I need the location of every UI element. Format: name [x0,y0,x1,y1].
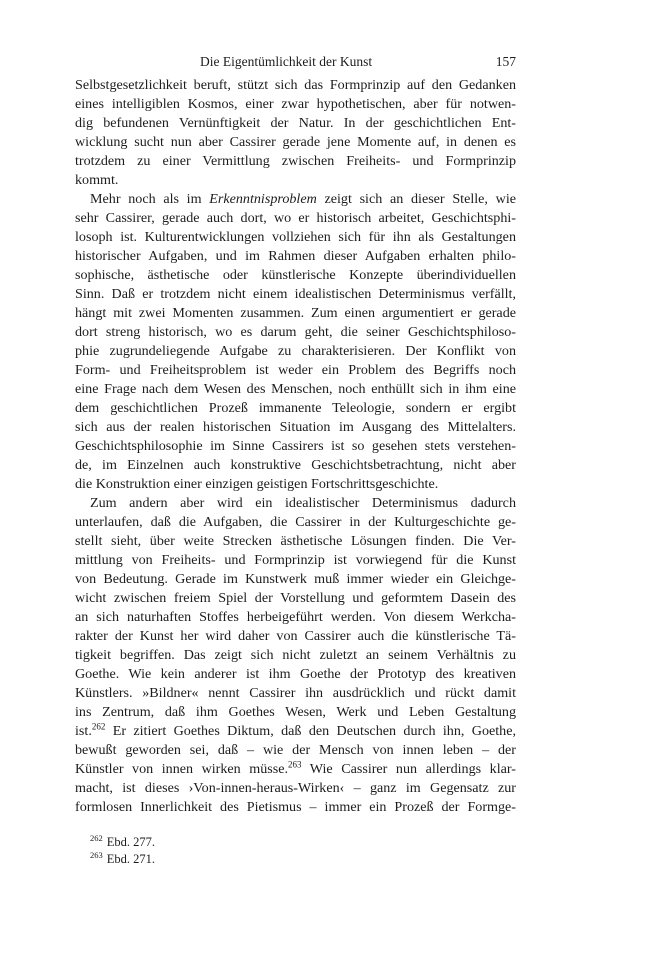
text-line [75,418,516,437]
footnote-reference[interactable]: 263 [287,759,302,770]
text-line [75,171,516,190]
text-segment: unterlaufen, daß die Aufgaben, die Cassirer in der Kulturgeschichte ge- [75,514,516,530]
text-segment: wicklung sucht nun aber Cassirer gerade jene Momente auf, in denen es [75,134,516,150]
text-segment: macht, ist dieses ›Von-innen-heraus-Wirken‹ – ganz im Gegensatz zur [75,780,516,796]
text-segment: bewußt geworden sei, daß – wie der Mensch von innen leben – der [75,742,516,758]
running-title: Die Eigentümlichkeit der Kunst [200,54,373,69]
text-line [75,589,516,608]
text-segment: Mehr noch als im [90,191,210,207]
text-line [75,627,516,646]
text-line [75,361,516,380]
text-line [75,494,516,513]
text-segment: losoph ist. Kulturentwicklungen vollziehen sich für ihn als Gestaltungen [75,229,516,245]
text-segment: an sich naturhaften Stoffes herbeigeführt werden. Von diesem Werkcha- [75,609,516,625]
text-segment: stellt sieht, über weite Strecken ästhetische Lösungen finden. Die Ver- [75,533,516,549]
italic-title: Erkenntnisproblem [209,191,317,207]
text-line [75,437,516,456]
text-segment: ins Zentrum, daß ihm Goethes Wesen, Werk und Leben Gestaltung [75,704,516,720]
text-segment: sophische, ästhetische oder künstlerische Konzepte überindividuellen [75,267,516,283]
text-line [75,475,516,494]
text-line [75,76,516,95]
text-segment: Wie Cassirer nun allerdings klar- [301,761,516,777]
text-segment: rakter der Kunst her wird daher von Cassirer auch die künstlerische Tä- [75,628,516,644]
text-line [75,209,516,228]
text-segment: zeigt sich an dieser Stelle, wie [316,191,516,207]
footnote-number: 262 [90,832,103,843]
text-segment: sich aus der realen historischen Situation im Ausgang des Mittelalters. [75,419,516,435]
text-segment: eine Frage nach dem Wesen des Menschen, noch enthüllt sich in ihm eine [75,381,516,397]
footnote-text: Ebd. 277. [106,835,156,849]
body-text [75,76,516,817]
text-line [75,342,516,361]
text-segment: de, im Einzelnen auch konstruktive Geschichtsbetrachtung, nicht aber [75,457,516,473]
text-segment: tigkeit begriffen. Das zeigt sich nicht zuletzt an seinem Verhältnis zu [75,647,516,663]
text-line [75,456,516,475]
text-segment: phie zugrundeliegende Aufgabe zu charakterisieren. Der Konflikt von [75,343,516,359]
text-line [75,608,516,627]
text-line [75,665,516,684]
text-line [75,304,516,323]
text-segment: Er zitiert Goethes Diktum, daß den Deutschen durch ihn, Goethe, [105,723,516,739]
text-segment: formlosen Innerlichkeit des Pietismus – immer ein Prozeß der Formge- [75,799,516,815]
text-line [75,228,516,247]
text-line [75,703,516,722]
text-segment: Künstlers. »Bildner« nennt Cassirer ihn ausdrücklich und rückt damit [75,685,516,701]
text-segment: eines intelligiblen Kosmos, einer zwar hypothetischen, aber für notwen- [75,96,516,112]
running-head [0,54,516,74]
text-segment: Goethe. Wie kein anderer ist ihm Goethe der Prototyp des kreativen [75,666,516,682]
text-segment: Sinn. Daß er trotzdem nicht einem idealistischen Determinismus verfällt, [75,286,516,302]
footnotes [90,834,155,868]
text-segment: ist. [75,723,92,739]
text-line [75,532,516,551]
text-segment: trotzdem zu einer Vermittlung zwischen Freiheits- und Formprinzip [75,153,516,169]
text-line [75,190,516,209]
text-segment: hängt mit zwei Momenten zusammen. Zum einen argumentiert er gerade [75,305,516,321]
text-line [75,551,516,570]
text-segment: Zum andern aber wird ein idealistischer Determinismus dadurch [90,495,516,511]
footnote-reference[interactable]: 262 [91,721,106,732]
text-segment: Selbstgesetzlichkeit beruft, stützt sich das Formprinzip auf den Gedanken [75,77,516,93]
text-segment: kommt. [75,172,119,188]
text-segment: Geschichtsphilosophie im Sinne Cassirers ist so gesehen stets verstehen- [75,438,516,454]
text-line [75,646,516,665]
text-line [75,684,516,703]
text-line [75,399,516,418]
text-segment: wicht zwischen freiem Spiel der Vorstellung und geformtem Dasein des [75,590,516,606]
text-line [75,380,516,399]
text-line [75,285,516,304]
text-segment: dem geschichtlichen Prozeß immanente Teleologie, sondern er ergibt [75,400,516,416]
text-line [75,570,516,589]
text-line [75,266,516,285]
text-line [75,114,516,133]
text-line [75,760,516,779]
text-line [75,323,516,342]
text-segment: historischer Aufgaben, und im Rahmen dieser Aufgaben erhalten philo- [75,248,516,264]
text-line [75,513,516,532]
text-line [75,152,516,171]
page-number: 157 [495,54,516,69]
text-line [75,798,516,817]
text-segment: die Konstruktion einer einzigen geistigen Fortschrittsgeschichte. [75,476,439,492]
text-line [75,95,516,114]
footnote [90,851,155,868]
text-line [75,741,516,760]
footnote-number: 263 [90,849,103,860]
text-line [75,247,516,266]
text-segment: Künstler von innen wirken müsse. [75,761,288,777]
text-segment: Form- und Freiheitsproblem ist weder ein Problem des Begriffs noch [75,362,516,378]
text-segment: dort streng historisch, wo es darum geht, die seiner Geschichtsphiloso- [75,324,516,340]
footnote-text: Ebd. 271. [106,852,156,866]
text-line [75,722,516,741]
text-segment: mittlung von Freiheits- und Formprinzip ist vorwiegend für die Kunst [75,552,516,568]
text-line [75,133,516,152]
text-segment: von Bedeutung. Gerade im Kunstwerk muß immer wieder ein Gleichge- [75,571,516,587]
text-segment: dig befundenen Vernünftigkeit der Natur. In der geschichtlichen Ent- [75,115,516,131]
footnote [90,834,155,851]
text-segment: sehr Cassirer, gerade auch dort, wo er historisch arbeitet, Geschichtsphi- [75,210,516,226]
text-line [75,779,516,798]
